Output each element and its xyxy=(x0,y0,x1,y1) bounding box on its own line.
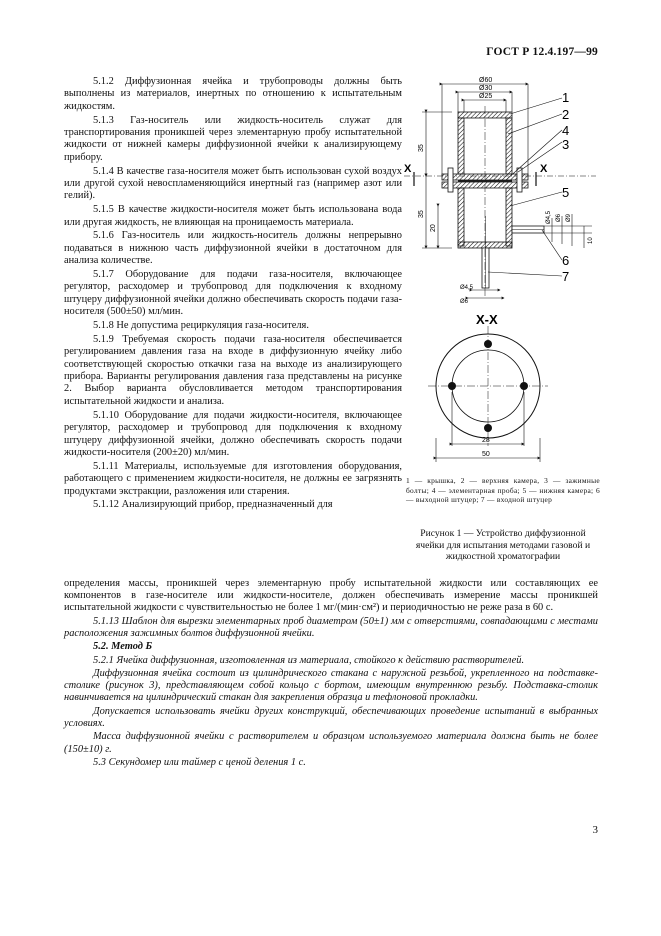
paragraph-5-1-13: 5.1.13 Шаблон для вырезки элементарных проб диаметром (50±1) мм с отверстиями, совпадающими с местами расположения зажимных болтов диффузионной ячейки. xyxy=(64,615,598,639)
callout-5: 5 xyxy=(562,185,570,200)
dim-top-1: Ø60 xyxy=(479,77,493,84)
figure-caption: Рисунок 1 — Устройство диффузионной ячейки для испытания методами газовой и жидкостной хроматографии xyxy=(415,528,591,563)
full-width-text xyxy=(64,578,598,771)
section-mark-right: X xyxy=(540,163,548,175)
dim-top-3: Ø25 xyxy=(479,93,493,100)
dim-right-3: Ø9 xyxy=(566,213,572,222)
paragraph-5-1-4: 5.1.4 В качестве газа-носителя может быть использован сухой воздух или другой сухой невоспламеняющийся инертный газ (например азот или гелий). xyxy=(64,165,402,202)
paragraph-5-1-7: 5.1.7 Оборудование для подачи газа-носителя, включающее регулятор, расходомер и трубопровод для подключения к входному штуцеру диффузионной ячейки должно обеспечивать скорость подачи газа-носителя (500±50) мл/мин. xyxy=(64,269,402,318)
callout-1: 1 xyxy=(562,90,570,105)
paragraph-5-1-9: 5.1.9 Требуемая скорость подачи газа-носителя обеспечивается регулированием давления газа на входе в диффузионную ячейку либо соответствующей скоростью откачки газа на выходе из анализирующего прибора. Варианты регулирования давления газа представлены на рисунке 2. Выбор варианта обусловливается методом транспортирования испытательной жидкости и анализа. xyxy=(64,333,402,407)
paragraph-5-1-12-continued: определения массы, проникшей через элементарную пробу испытательной жидкости или составляющих ее компонентов в газе-носителе или жидкости-носителе, должен обеспечивать измерение массы проникшей испытательной жидкости с чувствительностью не более 1 мг/(мин·см²) и периодичностью не реже раза в 60 с. xyxy=(64,578,598,614)
dim-50: 50 xyxy=(482,451,490,458)
paragraph-5-1-8: 5.1.8 Не допустима рециркуляция газа-носителя. xyxy=(93,320,309,332)
dim-right-2: Ø6 xyxy=(556,213,562,222)
paragraph-5-1-5: 5.1.5 В качестве жидкости-носителя может быть использована вода или другая жидкость, не влияющая на проницаемость материала. xyxy=(64,204,402,228)
paragraph-5-2-1: 5.2.1 Ячейка диффузионная, изготовленная из материала, стойкого к действию растворителей. xyxy=(93,654,525,666)
figure-legend: 1 — крышка, 2 — верхняя камера, 3 — зажимные болты; 4 — элементарная проба; 5 — нижняя камера; 6 — выходной штуцер; 7 — входной штуцер xyxy=(406,476,600,505)
section-mark-left: X xyxy=(404,163,412,175)
callout-3: 3 xyxy=(562,137,570,152)
callout-2: 2 xyxy=(562,107,570,122)
left-column-text xyxy=(64,76,402,513)
dim-bottom-2: Ø6 xyxy=(460,299,469,305)
paragraph-5-1-2: 5.1.2 Диффузионная ячейка и трубопроводы должны быть выполнены из материалов, инертных по отношению к испытательным жидкостям. xyxy=(64,76,402,112)
paragraph-5-1-10: 5.1.10 Оборудование для подачи жидкости-носителя, включающее регулятор, расходомер и трубопровод для подключения к входному штуцеру диффузионной ячейки, должно обеспечивать скорость подачи жидкости-носителя (200±20) мл/мин. xyxy=(64,409,402,458)
paragraph-cell-description: Диффузионная ячейка состоит из цилиндрического стакана с наружной резьбой, укрепленного на подставке-столике (рисунок 3), представляющем собой кольцо с бортом, имеющим внутреннюю резьбу. Подставка-столик навинчивается на цилиндрический стакан для закрепления образца и тефлоновой прокладки. xyxy=(64,668,598,704)
diffusion-cell-drawing xyxy=(402,76,604,466)
dim-left-2: 35 xyxy=(418,210,425,218)
callout-4: 4 xyxy=(562,123,570,138)
paragraph-cell-mass: Масса диффузионной ячейки с растворителем и образцом используемого материала должна быть не более (150±10) г. xyxy=(64,731,598,755)
heading-5-2: 5.2. Метод Б xyxy=(93,641,153,653)
section-title: X-X xyxy=(476,312,498,327)
dim-bottom-1: Ø4,5 xyxy=(460,285,474,291)
dim-left-3: 20 xyxy=(430,224,437,232)
paragraph-5-1-11: 5.1.11 Материалы, используемые для изготовления оборудования, работающего с применением жидкости-носителя, не должны ее загрязнять продуктами экстракции, разложения или старения. xyxy=(64,460,402,497)
document-header: ГОСТ Р 12.4.197—99 xyxy=(486,46,598,58)
dim-right-1: Ø4,5 xyxy=(546,210,552,224)
dim-top-2: Ø30 xyxy=(479,85,493,92)
paragraph-5-1-3: 5.1.3 Газ-носитель или жидкость-носитель служат для транспортирования проникшей через элементарную пробу испытательной жидкости от нижней камеры диффузионной ячейки к анализирующему прибору. xyxy=(64,114,402,163)
dim-left-1: 35 xyxy=(418,144,425,152)
callout-6: 6 xyxy=(562,253,570,268)
paragraph-5-3: 5.3 Секундомер или таймер с ценой деления 1 с. xyxy=(93,757,306,769)
paragraph-5-1-12-start: 5.1.12 Анализирующий прибор, предназначенный для xyxy=(93,499,333,511)
page-number: 3 xyxy=(592,824,598,836)
paragraph-5-1-6: 5.1.6 Газ-носитель или жидкость-носитель должны непрерывно подаваться в нижнюю часть диффузионной ячейки в достаточном для анализа количестве. xyxy=(64,230,402,267)
callout-7: 7 xyxy=(562,269,570,284)
paragraph-other-cells: Допускается использовать ячейки других конструкций, обеспечивающих проведение испытаний в выбранных условиях. xyxy=(64,705,598,729)
dim-right-4: 10 xyxy=(588,237,594,244)
dim-28: 28 xyxy=(482,437,490,444)
